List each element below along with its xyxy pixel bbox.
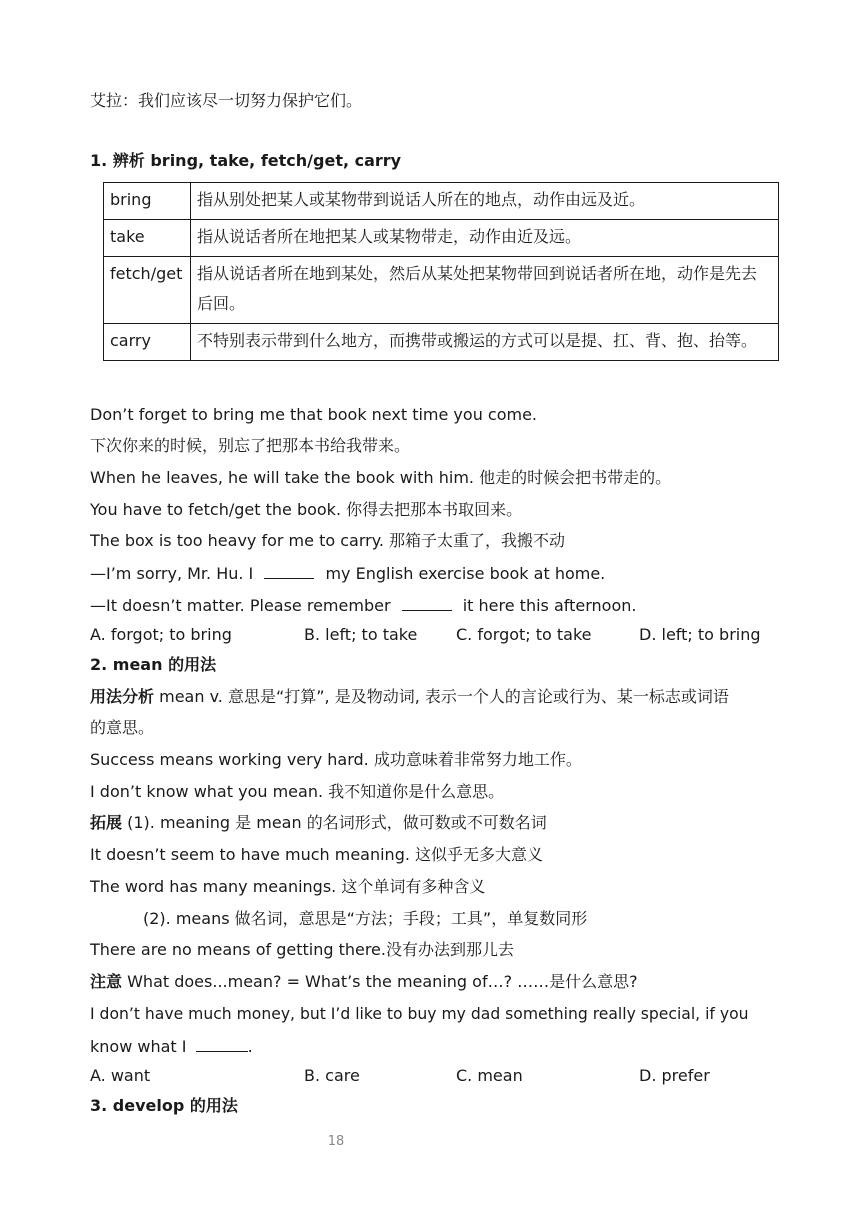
comparison-table [103,182,779,361]
answer-blank [402,594,452,611]
option-b: B. care [304,1066,360,1085]
extension-2: (2). means 做名词，意思是“方法；手段；工具”，单复数同形 [143,909,588,928]
section3-heading: 3. develop 的用法 [90,1096,238,1115]
question-text: . [247,1037,253,1056]
term-cell: take [104,220,191,257]
example-bring-en: Don’t forget to bring me that book next time you come. [90,405,538,424]
desc-cell: 指从说话者所在地把某人或某物带走，动作由近及远。 [191,220,779,257]
example-mean-1: Success means working very hard. 成功意味着非常努力地工作。 [90,750,582,769]
question-text: —I’m sorry, Mr. Hu. I [90,564,254,583]
example-means: There are no means of getting there.没有办法到那儿去 [90,940,514,959]
term-cell: bring [104,183,191,220]
question-text: it here this afternoon. [462,596,637,615]
answer-blank [264,562,314,579]
answer-blank [196,1035,248,1052]
usage-line-2: 的意思。 [90,718,155,737]
option-c: C. mean [456,1066,523,1085]
option-b: B. left; to take [304,625,418,644]
table-row [104,257,779,324]
intro-line: 艾拉：我们应该尽一切努力保护它们。 [90,91,363,110]
note-text: What does...mean? = What’s the meaning of…? ……是什么意思? [122,972,638,991]
question-text: —It doesn’t matter. Please remember [90,596,391,615]
example-carry: The box is too heavy for me to carry. 那箱子太重了，我搬不动 [90,531,566,550]
section2-heading: 2. mean 的用法 [90,655,217,674]
option-c: C. forgot; to take [456,625,592,644]
example-mean-2: I don’t know what you mean. 我不知道你是什么意思。 [90,782,505,801]
term-cell: carry [104,324,191,361]
desc-cell: 指从别处把某人或某物带到说话人所在的地点，动作由远及近。 [191,183,779,220]
question-text: my English exercise book at home. [325,564,606,583]
usage-label: 用法分析 [90,687,155,706]
option-d: D. left; to bring [639,625,761,644]
question1-line-b [90,594,636,617]
note-label: 注意 [90,972,123,991]
extension-text: (1). meaning 是 mean 的名词形式，做可数或不可数名词 [122,813,547,832]
question2-line-2 [90,1035,253,1058]
table-row [104,324,779,361]
question-text: know what I [90,1037,187,1056]
question2-line-1: I don’t have much money, but I’d like to buy my dad something really special, if you [90,1005,749,1023]
page-number: 18 [327,1134,345,1149]
extension-label: 拓展 [90,813,123,832]
question1-line-a [90,562,605,585]
term-cell: fetch/get [104,257,191,324]
example-take: When he leaves, he will take the book with him. 他走的时候会把书带走的。 [90,468,672,487]
usage-text: mean v. 意思是“打算”, 是及物动词, 表示一个人的言论或行为、某一标志或词语 [154,687,729,706]
desc-cell: 指从说话者所在地到某处，然后从某处把某物带回到说话者所在地，动作是先去后回。 [191,257,779,324]
extension-1 [90,812,547,834]
example-meaning-1: It doesn’t seem to have much meaning. 这似乎无多大意义 [90,845,544,864]
table-row [104,220,779,257]
option-d: D. prefer [639,1066,710,1085]
example-bring-zh: 下次你来的时候，别忘了把那本书给我带来。 [90,436,411,455]
table-row [104,183,779,220]
section1-heading: 1. 辨析 bring, take, fetch/get, carry [90,151,402,170]
example-fetch: You have to fetch/get the book. 你得去把那本书取回来。 [90,500,523,519]
option-a: A. want [90,1066,151,1085]
desc-cell: 不特别表示带到什么地方，而携带或搬运的方式可以是提、扛、背、抱、抬等。 [191,324,779,361]
example-meaning-2: The word has many meanings. 这个单词有多种含义 [90,877,486,896]
note-line [90,971,638,993]
option-a: A. forgot; to bring [90,625,232,644]
usage-line-1 [90,686,729,708]
